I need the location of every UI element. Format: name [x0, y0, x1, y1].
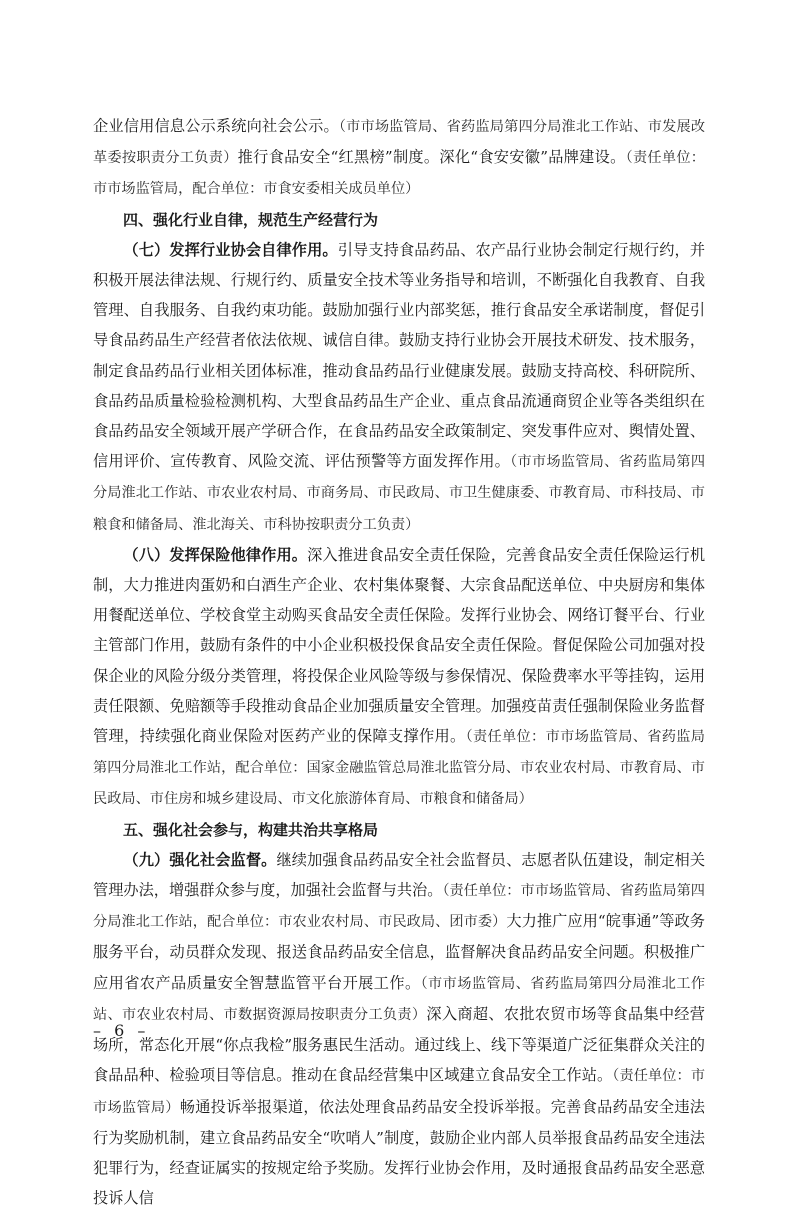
section-heading-5: 五、强化社会参与，构建共治共享格局: [123, 820, 379, 839]
body-text: 畅通投诉举报渠道，依法处理食品药品安全投诉举报。完善食品药品安全违法行为奖励机制，建立食品药品安全“吹哨人”制度，鼓励企业内部人员举报食品药品安全违法犯罪行为，经查证属实的按规定给予奖励。发挥行业协会作用，及时通报食品药品安全恶意投诉人信: [93, 1097, 705, 1208]
body-text: 深入商超、农批农贸市场等食品集中经营场所，常态化开展“你点我检”服务惠民生活动。通过线上、线下等渠道广泛征集群众关注的食品品种、检验项目等信息。推动在食品经营集中区域建立食品安全工作站。: [93, 1004, 705, 1085]
item-lead: （九）强化社会监督。: [123, 850, 277, 869]
responsibility-note: （市市场监管局、省药监局第四分局淮北工作站、市农业农村局、市商务局、市民政局、市卫生健康委、市教育局、市科技局、市粮食和储备局、淮北海关、市科协按职责分工负责）: [93, 454, 706, 533]
paragraph-item-7: [93, 235, 705, 540]
item-lead: （七）发挥行业协会自律作用。: [123, 240, 338, 259]
paragraph-item-8: [93, 540, 705, 815]
responsibility-note: （责任单位：市市场监管局、省药监局第四分局淮北工作站，配合单位：国家金融监管总局淮北监管分局、市农业农村局、市教育局、市民政局、市住房和城乡建设局、市文化旅游体育局、市粮食和储备局）: [93, 729, 705, 808]
body-text: 大力推广应用“皖事通”等政务服务平台，动员群众发现、报送食品药品安全信息，监督解决食品药品安全问题。积极推广应用省农产品质量安全智慧监管平台开展工作。: [93, 912, 705, 992]
page-number: – 6 –: [93, 1021, 150, 1040]
responsibility-note: （责任单位：市市场监管局、省药监局第四分局淮北工作站，配合单位：市农业农村局、市民政局、团市委）: [93, 883, 705, 931]
document-body: [93, 111, 705, 1213]
item-lead: （八）发挥保险他律作用。: [123, 545, 308, 564]
body-text: 继续加强食品药品安全社会监督员、志愿者队伍建设，制定相关管理办法，增强群众参与度，加强社会监督与共治。: [93, 850, 706, 900]
responsibility-note: （责任单位：市市场监管局，配合单位：市食安委相关成员单位）: [93, 150, 705, 198]
body-text: 引导支持食品药品、农产品行业协会制定行规行约，并积极开展法律法规、行规行约、质量安全技术等业务指导和培训，不断强化自我教育、自我管理、自我服务、自我约束功能。鼓励加强行业内部奖惩，推行食品安全承诺制度，督促引导食品药品生产经营者依法依规、诚信自律。鼓励支持行业协会开展技术研发、技术服务，制定食品药品行业相关团体标准，推动食品药品行业健康发展。鼓励支持高校、科研院所、食品药品质量检验检测机构、大型食品药品生产企业、重点食品流通商贸企业等各类组织在食品药品安全领域开展产学研合作，在食品药品安全政策制定、突发事件应对、舆情处置、信用评价、宣传教育、风险交流、评估预警等方面发挥作用。: [93, 240, 706, 471]
responsibility-note: （责任单位：市市场监管局）: [93, 1068, 706, 1116]
body-text: 企业信用信息公示系统向社会公示。: [93, 117, 339, 135]
section-heading-4: 四、强化行业自律，规范生产经营行为: [123, 210, 379, 229]
paragraph-item-9: [93, 845, 705, 1213]
responsibility-note: （市市场监管局、省药监局第四分局淮北工作站、市农业农村局、市数据资源局按职责分工负责）: [93, 975, 706, 1023]
paragraph-continued: [93, 111, 705, 205]
body-text: 推行食品安全“红黑榜”制度。深化“食安安徽”品牌建设。: [237, 148, 626, 167]
body-text: 深入推进食品安全责任保险，完善食品安全责任保险运行机制，大力推进肉蛋奶和白酒生产企业、农村集体聚餐、大宗食品配送单位、中央厨房和集体用餐配送单位、学校食堂主动购买食品安全责任保险。发挥行业协会、网络订餐平台、行业主管部门作用，鼓励有条件的中小企业积极投保食品安全责任保险。督促保险公司加强对投保企业的风险分级分类管理，将投保企业风险等级与参保情况、保险费率水平等挂钩，运用责任限额、免赔额等手段推动食品企业加强质量安全管理。加强疫苗责任强制保险业务监督管理，持续强化商业保险对医药产业的保障支撑作用。: [93, 545, 706, 746]
responsibility-note: （市市场监管局、省药监局第四分局淮北工作站、市发展改革委按职责分工负责）: [93, 119, 706, 167]
